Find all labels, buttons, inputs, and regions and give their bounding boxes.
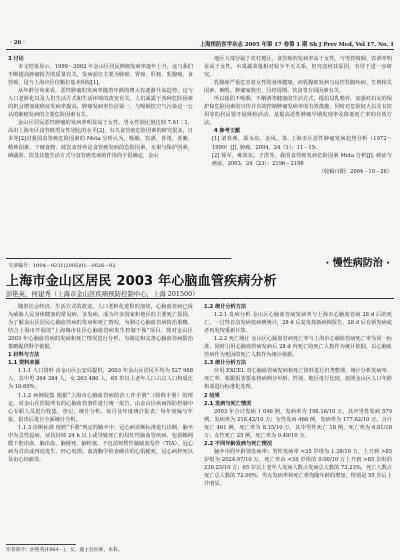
methods-paragraph: 1.1.2 病例收集 根据“上海市心脑血管病防治工作手册”（简称手册）的规定，对金山区医院所有的心脑血管事件进行统一报告，由金山区疾病预防控制中心专职人员进行收集、登记、统计分析。每月及年度统计报表，每年度编写年报，报出后进行全面统计分析。: [8, 392, 193, 423]
subsection-heading: 1.3 统计分析方法: [204, 360, 247, 367]
discussion-column-continued: [204, 55, 392, 176]
discussion-column: [8, 55, 193, 160]
methods-paragraph: 1.1.1 人口资料 由金山区公安局提供，2003 年金山区居民平均为 527 968 人，其中男 264 384 人，女 263 480 人，65 岁以上老年人口占总人口构成比为 10.69%。: [8, 368, 193, 391]
results-paragraph: 脑卒中的年龄别发病率：男性发病率 <35 岁组为 1.38/10 万，上升到 >85 岁组为 2024.97/10 万，死亡率由 <35 岁组的 0.00/10 万上升到 >85 岁组的 236.25/10 万；65 岁以上老年人发病人数占发病总人数的 73.23%，死亡人数占死亡总人数的 72.00%，男女发病率和死亡率均随年龄的增加，特别是 55 岁后上升明显。: [204, 448, 392, 488]
discussion-paragraph: 从年龄分布来看，恶性肿瘤的发病率随着年龄的增大有逐渐升高趋势，这与人口老龄化以及人们生活方式和生活环境的改变有关。人们暴露于各种危险因素的机会增加使癌症发病率提高，肿瘤发病率位居第一，与吸烟饮空气污染这一公认的肺癌发病的主要危险因素有关。: [8, 88, 193, 119]
page-number: · 26 ·: [10, 40, 26, 46]
discussion-paragraph: 乳腺癌严重危害着女性的身体健康，而乳腺癌发病与良性乳腺疾病、生殖相关因素、哺乳、肿瘤家族史、月经周期、饮食等方面因素有关。: [204, 80, 392, 95]
discussion-paragraph: 所以提倡不吸烟、不酗酒等健康的生活方式，提倡母乳喂养，加强对妇女的保护和危险因素的宣传并有效控制肿瘤发病率的有效措施，同时对危险较大以及有饮用等的居民要开展筛检活动，是提高恶性肿瘤早期发现率及降低死亡率的有效方法。: [204, 96, 392, 127]
journal-citation: 上海预防医学杂志 2005 年第 17 卷第 1 期 Sh J Prev Med, Vol 17, No. 1: [199, 42, 394, 48]
header-rule: [6, 49, 394, 50]
article-title: 上海市金山区居民 2003 年心脑血管疾病分析: [6, 274, 277, 289]
methods-heading: 1 材料与方法: [8, 352, 40, 359]
references-heading: 4 参考文献: [214, 128, 241, 135]
footnote-rule: [6, 544, 76, 545]
discussion-paragraph: 本文结果显示，1999～2002 年金山区居民肿瘤发病率逐年上升，这与我们不断提高肿瘤报告的质量有关，发病前位主要为肺癌、胃癌、肝癌、乳腺癌、食管癌，这与上海市区位顺位基本相似[1]。: [8, 64, 193, 87]
discussion-paragraph: 地区大部分属于农村地区，食管癌的发病率高于女性，与男性吸烟、饮酒率明显高于女性，水果蔬菜量相对较少不无关系，但究竟何其原因，有待于进一步研究。: [204, 56, 392, 79]
methods-paragraph: 1.2.2 死亡统计 金山区心脑血管病死亡率与上海市心脑血管病死亡率为同一标准，同时引用心脑血管病发病后 28 d 内死亡的死亡人数作为统计依据，以心脑血管病作为死因的死亡人数作为统计依据。: [204, 336, 392, 359]
methods-paragraph: 应用 EXCEL 对心脑血管病发病和死亡资料进行归类整理，统计分析发病率、死亡率，根据报表要求将病例分年龄、性别、地区进行比较，按照金山区人口年龄构成进行标准化处理。: [204, 368, 392, 391]
received-date: （收稿日期：2004－10－26）: [318, 168, 392, 175]
section-rule: [6, 258, 231, 259]
discussion-heading: 3 讨论: [8, 56, 24, 62]
subsection-heading: 2.1 发病与死亡情况: [204, 400, 252, 407]
subsection-heading: 2.2 不同年龄发病与死亡情况: [204, 440, 273, 447]
discussion-paragraph: 金山区居民恶性肿瘤的发病率明显高于女性，男女性别比值达到 7.61∶1，高出上海市区食管癌男女性别比的水平[2]，有关食管癌危险因素的研究很多，日本等[2]对我国食管癌危险因素的 Meta 分析认为，吸烟、饮酒、喜烫、喜腌、精神因素、干硬食物、低饮食营养是食管癌发病的危险因素，水果与保护因素，硒蔬果、饮及其他生活方式与食管癌发病的作用尚不很确定，金山: [8, 120, 193, 159]
section-label: · 慢性病防治 ·: [325, 258, 390, 269]
results-heading: 2 结果: [204, 392, 220, 399]
author-footnote: 作者简介：彭艳英(1964－)，女，副主任医师，本科。: [6, 548, 123, 553]
methods-paragraph: 1.2.1 发病分析 金山区心脑血管病发病率与上海市心脑血管病 28 d 后的死亡，一过性首次发病按病例统计，28 d 后复发按新病例报告，28 d 后有新发病或者再发按重新计算。: [204, 312, 392, 335]
results-paragraph: 2003 年合计发病 1 046 例，发病率为 198.16/10 万，其中男性发病 579 例，发病率为 218.42/10 万；女性发病 468 例，发病率为 177.62/10 万。合计死亡 461 例，死亡率为 8.15/10 万，其中男性死亡 18 例，死亡率为 6.81/10 万；女性死亡 25 例，死亡率为 9.49/10 万。: [204, 408, 392, 439]
subsection-heading: 1.1 资料来源: [8, 360, 40, 367]
subsection-heading: 1.2 统计分析方法: [204, 304, 247, 310]
article-authors: 彭艳英，何建秀（上海市金山区疾病预防控制中心，上海 201500）: [6, 290, 199, 298]
reference-item: [1] 刘春燕，邱永东，金凤，等. 上海市区恶性肿瘤发病趋势分析（1972～1999）[J]. 肿瘤，2004，24（1）：11－15.: [212, 136, 392, 151]
reference-item: [2] 徐军，雍效东，于洪等，我国食管癌发病危险因素 Meta 分析[J]. 癌症与癌症，2003，24（23）：2196－2198: [212, 152, 392, 167]
results-column: [204, 303, 392, 488]
title-rule: [6, 298, 394, 299]
methods-paragraph: 1.1.3 诊断标准 按照“手册”规定的脑卒中、冠心病诊断标准进行诊断。脑卒中为急性起病，症状持续 24 h 以上或导致死亡的局灶性脑血管疾病，包括蛛网膜下腔出血、脑出血、脑梗死、脑栓塞，不包括短暂性脑缺血发作（TIA），冠心病为首次或再次发生、经心电图、血清酶学检查确诊的心肌梗死、冠心病猝死以及由心绞痛等。: [8, 424, 193, 463]
intro-paragraph: 随着社会经济、生活方式的改变，人口老龄化进程的加快，心脑血管病已成为威胁人民身体健康的常见病、多发病，成为许多国家和地区的主要死亡原因。为了解金山区居民心脑血管病的发病和死亡情况，为制订心脑血管病防治策略，结合上海市开展的“上海城市社区心脑血管病发生控制干预”项目，现对金山区 2003 年心脑血管病的发病和死亡情况进行分析，为制定和完善心脑血管病防治策略提供科学依据。: [8, 304, 193, 351]
article-id: 文章编号：1004－9231(2005)01－0026－02: [8, 263, 116, 269]
methods-column: [8, 303, 193, 464]
